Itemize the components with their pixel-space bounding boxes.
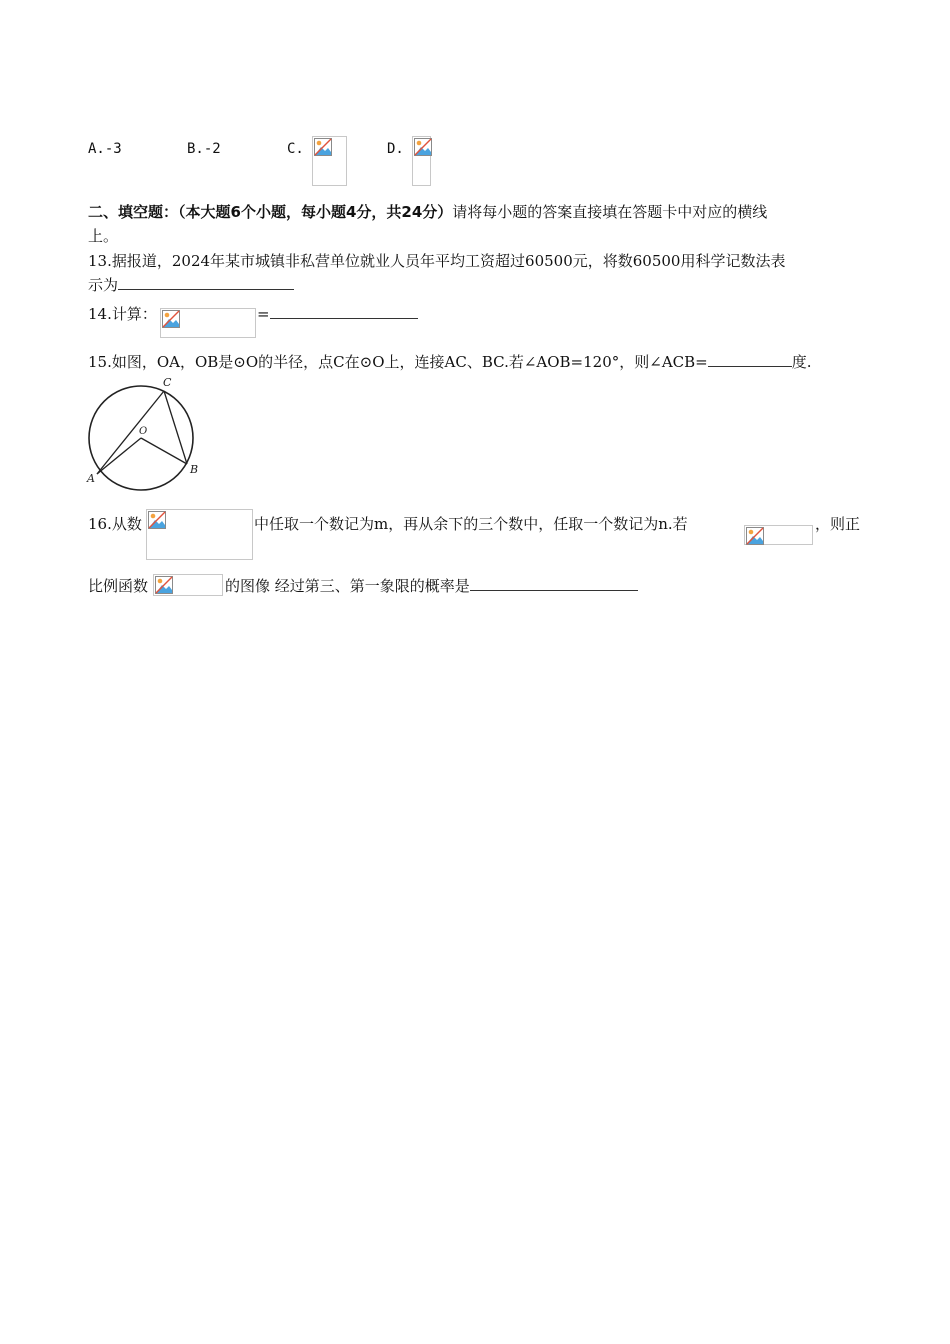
q15-line	[88, 352, 812, 372]
broken-image-icon	[746, 527, 764, 545]
q16-prefix: 16.从数	[88, 515, 142, 533]
q14-answer-blank	[270, 304, 418, 319]
q14-equals: =	[257, 305, 270, 323]
broken-image-icon	[155, 576, 173, 594]
section-heading	[88, 202, 767, 222]
q16-line2	[225, 576, 638, 596]
q16-number-set-image	[146, 509, 253, 560]
q13-line1: 13.据报道，2024年某市城镇非私营单位就业人员年平均工资超过60500元，将数60500用科学记数法表	[88, 252, 786, 270]
choice-d-image	[412, 136, 431, 186]
broken-image-icon	[314, 138, 332, 156]
choice-c: C.	[287, 141, 304, 157]
q13-line2	[88, 275, 294, 295]
q16-function-image	[153, 574, 223, 596]
label-a: A	[87, 472, 95, 485]
q15-suffix: 度.	[791, 353, 812, 371]
label-b: B	[190, 463, 199, 476]
section-instruction-cont: 上。	[88, 227, 119, 245]
q13-line2-text: 示为	[88, 276, 119, 294]
q16-answer-blank	[470, 576, 638, 591]
label-c: C	[163, 376, 172, 389]
q16-suffix: ，则正	[815, 515, 861, 533]
broken-image-icon	[148, 511, 166, 529]
choice-a: A.-3	[88, 141, 122, 157]
circle-figure	[84, 374, 204, 500]
q14-prefix: 14.计算：	[88, 305, 157, 323]
q15-answer-blank	[708, 352, 792, 367]
choice-b: B.-2	[187, 141, 221, 157]
segment-ac	[97, 391, 164, 474]
q15-text: 15.如图，OA，OB是⊙O的半径，点C在⊙O上，连接AC、BC.若∠AOB=120°，则∠ACB=	[88, 353, 708, 371]
label-o: O	[139, 426, 148, 437]
broken-image-icon	[414, 138, 432, 156]
choice-d: D.	[387, 141, 404, 157]
broken-image-icon	[162, 310, 180, 328]
section-title: 二、填空题：（本大题6个小题，每小题4分，共24分）	[88, 203, 453, 221]
q14-expression-image	[160, 308, 256, 338]
section-instruction: 请将每小题的答案直接填在答题卡中对应的横线	[452, 203, 768, 221]
q14-answer	[257, 304, 418, 324]
q16-line2-prefix: 比例函数	[88, 577, 149, 595]
q16-condition-image	[744, 525, 813, 545]
segment-oa	[97, 438, 141, 474]
q16-middle: 中任取一个数记为m，再从余下的三个数中，任取一个数记为n.若	[254, 515, 688, 533]
choice-c-image	[312, 136, 347, 186]
q13-answer-blank	[118, 275, 294, 290]
q16-line2-text: 的图像 经过第三、第一象限的概率是	[225, 577, 470, 595]
